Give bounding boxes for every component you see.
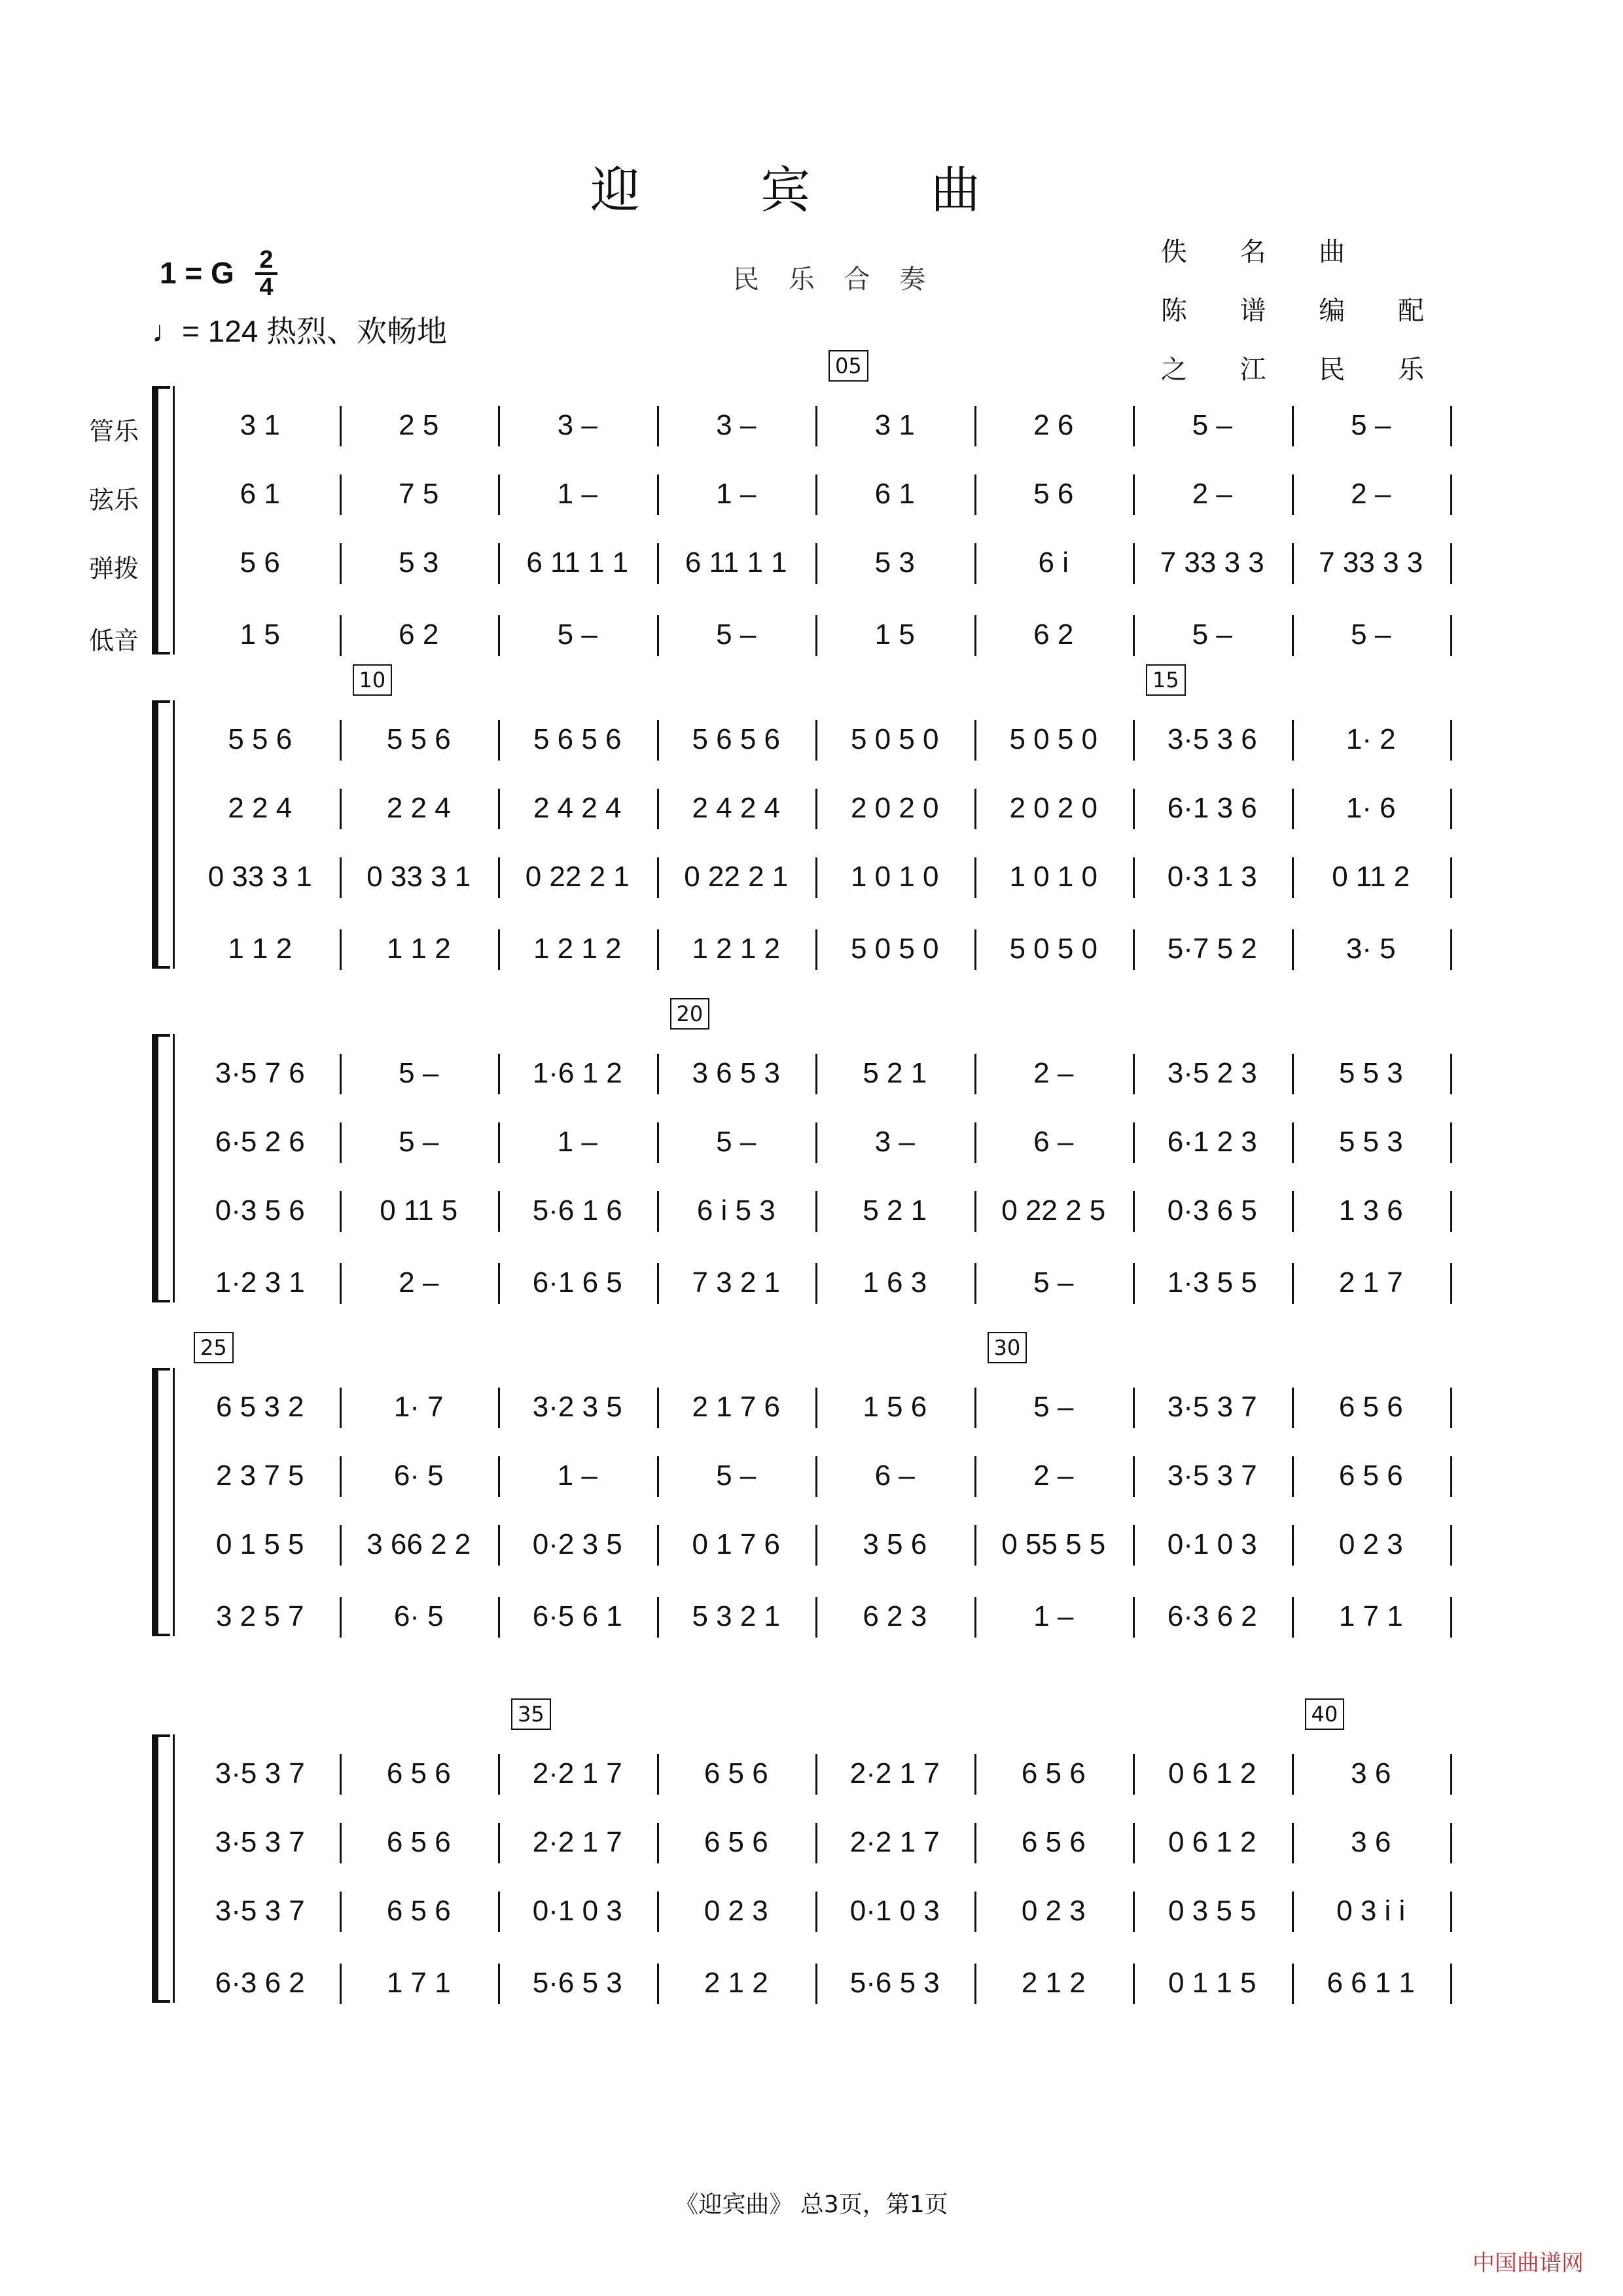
measure: 5 0 5 0 xyxy=(1009,723,1098,755)
barline xyxy=(1450,789,1452,829)
measure: 2 6 xyxy=(1033,409,1074,441)
staff-row xyxy=(181,1257,1470,1309)
measure: 0·1 0 3 xyxy=(849,1895,940,1927)
measure-number: 35 xyxy=(511,1698,551,1730)
measure: 2·2 1 7 xyxy=(849,1826,940,1858)
staff-row xyxy=(181,1885,1470,1937)
measure: 5 0 5 0 xyxy=(1009,933,1098,965)
measure: 3 2 5 7 xyxy=(215,1600,304,1632)
measure: 2 – xyxy=(1192,478,1232,510)
system-bracket xyxy=(152,1034,170,1302)
measure: 3 6 xyxy=(1351,1757,1391,1789)
measure: 1 6 3 xyxy=(863,1266,927,1299)
measure: 6 2 xyxy=(1033,619,1074,651)
barline xyxy=(1450,1597,1452,1638)
page-footer: 《迎宾曲》 总3页，第1页 xyxy=(675,2191,948,2218)
measure: 1 0 1 0 xyxy=(850,861,939,893)
measure: 6· 5 xyxy=(393,1460,444,1492)
measure: 6 – xyxy=(874,1460,915,1492)
measure: 1 – xyxy=(1033,1600,1074,1632)
barline xyxy=(1450,1964,1452,2004)
barline xyxy=(1450,1456,1452,1497)
measure: 3·5 3 7 xyxy=(215,1826,305,1858)
system-line xyxy=(173,1368,175,1636)
measure: 7 33 3 3 xyxy=(1319,547,1423,579)
measure: 1 5 xyxy=(240,619,280,651)
measure: 5 – xyxy=(1033,1391,1074,1423)
measure: 5·6 5 3 xyxy=(532,1967,622,1999)
measure: 0 1 5 5 xyxy=(215,1528,304,1560)
measure: 0 22 2 5 xyxy=(1001,1194,1106,1227)
measure: 2 1 7 6 xyxy=(692,1391,781,1423)
measure: 5 0 5 0 xyxy=(850,723,939,755)
measure: 5 6 5 6 xyxy=(533,723,622,755)
measure: 3·5 3 7 xyxy=(215,1895,305,1927)
measure: 5 – xyxy=(1351,409,1391,441)
measure: 2 0 2 0 xyxy=(850,792,939,824)
staff-row xyxy=(181,1450,1470,1502)
measure: 6 11 1 1 xyxy=(526,547,629,579)
measure: 0·1 0 3 xyxy=(532,1895,622,1927)
measure: 0·1 0 3 xyxy=(1167,1528,1257,1560)
measure: 5 6 5 6 xyxy=(692,723,781,755)
measure: 5 – xyxy=(1192,619,1232,651)
staff-row xyxy=(181,609,1470,661)
system-bracket xyxy=(152,1734,170,2003)
measure-number: 15 xyxy=(1146,664,1186,696)
measure: 5 3 2 1 xyxy=(692,1600,781,1632)
measure: 5 – xyxy=(399,1126,439,1158)
measure-number: 30 xyxy=(988,1332,1027,1363)
measure: 5 – xyxy=(716,619,757,651)
measure: 1·2 3 1 xyxy=(215,1266,305,1299)
measure: 6 – xyxy=(1033,1126,1074,1158)
measure: 1 – xyxy=(716,478,757,510)
measure: 2 2 4 xyxy=(228,792,293,824)
measure: 3 5 6 xyxy=(863,1528,927,1560)
barline xyxy=(1450,1892,1452,1932)
measure: 6 2 xyxy=(399,619,439,651)
measure: 5 – xyxy=(399,1057,439,1089)
barline xyxy=(1450,1823,1452,1863)
measure: 0 33 3 1 xyxy=(207,861,312,893)
score-system xyxy=(154,1335,1470,1636)
measure: 2 2 4 xyxy=(386,792,451,824)
measure: 5 – xyxy=(716,1126,757,1158)
measure: 1 2 1 2 xyxy=(692,933,781,965)
measure: 3·5 3 7 xyxy=(1167,1460,1257,1492)
measure: 1 2 1 2 xyxy=(533,933,622,965)
measure: 2 – xyxy=(1033,1460,1074,1492)
score-system xyxy=(154,1702,1470,2003)
measure: 0 22 2 1 xyxy=(684,861,789,893)
measure: 0·2 3 5 xyxy=(532,1528,622,1560)
measure: 6 1 xyxy=(874,478,915,510)
measure: 2 3 7 5 xyxy=(215,1460,304,1492)
measure: 1 7 1 xyxy=(1338,1600,1403,1632)
measure: 5 0 5 0 xyxy=(850,933,939,965)
credits xyxy=(1161,223,1446,399)
staff-row xyxy=(181,1116,1470,1168)
measure: 5·7 5 2 xyxy=(1167,933,1257,965)
score-system xyxy=(154,1001,1470,1302)
measure: 3·5 3 7 xyxy=(1167,1391,1257,1423)
measure: 0 2 3 xyxy=(1021,1895,1086,1927)
measure: 6 5 6 xyxy=(386,1895,451,1927)
measure: 1 7 1 xyxy=(386,1967,451,1999)
measure: 5 – xyxy=(1351,619,1391,651)
measure: 0 3 i i xyxy=(1336,1895,1406,1927)
measure: 0 6 1 2 xyxy=(1168,1826,1257,1858)
measure: 0 22 2 1 xyxy=(525,861,630,893)
measure: 5 5 6 xyxy=(228,723,293,755)
staff-row xyxy=(181,1816,1470,1869)
staff-row xyxy=(181,713,1470,766)
measure: 6 5 6 xyxy=(704,1826,768,1858)
measure: 2 – xyxy=(1033,1057,1074,1089)
measure: 6 11 1 1 xyxy=(685,547,787,579)
staff-row xyxy=(181,537,1470,589)
staff-row xyxy=(181,1381,1470,1433)
measure: 3·5 7 6 xyxy=(215,1057,305,1089)
measure: 0·3 1 3 xyxy=(1167,861,1257,893)
barline xyxy=(1450,1388,1452,1428)
measure: 6 5 6 xyxy=(1338,1460,1403,1492)
measure: 5 – xyxy=(1192,409,1232,441)
measure: 5 2 1 xyxy=(863,1057,927,1089)
barline xyxy=(1450,543,1452,584)
measure: 0 1 1 5 xyxy=(1168,1967,1257,1999)
measure: 3 – xyxy=(716,409,757,441)
measure-number: 40 xyxy=(1305,1698,1345,1730)
barline xyxy=(1450,929,1452,970)
measure: 1 3 6 xyxy=(1338,1194,1403,1227)
measure: 2 1 2 xyxy=(1021,1967,1086,1999)
system-bracket xyxy=(152,700,170,969)
measure: 5 5 6 xyxy=(386,723,451,755)
measure: 6· 5 xyxy=(393,1600,444,1632)
measure: 5 3 xyxy=(874,547,915,579)
measure: 2 1 2 xyxy=(704,1967,768,1999)
measure: 1 5 xyxy=(874,619,915,651)
measure: 5 – xyxy=(716,1460,757,1492)
measure-number: 25 xyxy=(194,1332,234,1363)
measure: 1· 7 xyxy=(393,1391,444,1423)
measure: 6·3 6 2 xyxy=(1167,1600,1257,1632)
measure: 3 1 xyxy=(874,409,915,441)
page-title: 迎 宾 曲 xyxy=(590,161,1033,219)
measure: 1 1 2 xyxy=(228,933,293,965)
measure: 0·3 5 6 xyxy=(215,1194,305,1227)
measure: 0 3 5 5 xyxy=(1168,1895,1257,1927)
measure: 5 3 xyxy=(399,547,439,579)
measure: 2 – xyxy=(399,1266,439,1299)
measure: 5·6 5 3 xyxy=(849,1967,940,1999)
part-label: 弦乐 xyxy=(89,486,139,514)
measure: 1 – xyxy=(557,1460,597,1492)
measure: 1 1 2 xyxy=(386,933,451,965)
measure: 6 5 6 xyxy=(704,1757,768,1789)
part-label: 管乐 xyxy=(89,417,139,446)
measure: 5 – xyxy=(1033,1266,1074,1299)
barline xyxy=(1450,720,1452,761)
system-bracket xyxy=(152,386,170,655)
measure: 2·2 1 7 xyxy=(849,1757,940,1789)
measure: 1 0 1 0 xyxy=(1009,861,1098,893)
measure: 6 2 3 xyxy=(863,1600,927,1632)
measure: 6·1 2 3 xyxy=(1167,1126,1257,1158)
measure: 7 5 xyxy=(399,478,439,510)
barline xyxy=(1450,475,1452,515)
measure: 6 5 6 xyxy=(1021,1757,1086,1789)
system-bracket xyxy=(152,1368,170,1636)
barline xyxy=(1450,615,1452,656)
measure: 6 5 6 xyxy=(1338,1391,1403,1423)
measure: 3 – xyxy=(557,409,597,441)
staff-row xyxy=(181,1047,1470,1100)
system-line xyxy=(173,700,175,969)
measure: 6 i xyxy=(1038,547,1069,579)
measure: 7 33 3 3 xyxy=(1160,547,1264,579)
measure: 1·3 5 5 xyxy=(1167,1266,1257,1299)
measure: 0 2 3 xyxy=(704,1895,768,1927)
measure: 2 5 xyxy=(399,409,439,441)
measure: 6 i 5 3 xyxy=(696,1194,776,1227)
measure: 2 1 7 xyxy=(1338,1266,1403,1299)
credit-line: 陈 谱 编 配 xyxy=(1160,296,1446,326)
staff-row xyxy=(181,923,1470,975)
part-label: 弹拨 xyxy=(89,554,139,583)
key-signature: 1 = G xyxy=(160,256,234,290)
measure: 6 5 3 2 xyxy=(215,1391,304,1423)
measure: 1·6 1 2 xyxy=(532,1057,622,1089)
credit-line: 之 江 民 乐 xyxy=(1160,355,1446,385)
measure: 5 – xyxy=(557,619,597,651)
measure: 5 5 3 xyxy=(1338,1126,1403,1158)
barline xyxy=(1450,1525,1452,1566)
measure: 3 – xyxy=(874,1126,915,1158)
measure-number: 10 xyxy=(353,664,393,696)
measure: 1 5 6 xyxy=(863,1391,927,1423)
staff-row xyxy=(181,851,1470,903)
system-line xyxy=(173,386,175,655)
system-line xyxy=(173,1734,175,2003)
measure: 3·5 3 7 xyxy=(215,1757,305,1789)
measure: 1· 6 xyxy=(1346,792,1396,824)
measure: 1· 2 xyxy=(1346,723,1396,755)
tempo-marking: ♩= 124 热烈、欢畅地 xyxy=(152,314,448,348)
measure: 3·5 2 3 xyxy=(1167,1057,1257,1089)
barline xyxy=(1450,1754,1452,1795)
measure: 6 5 6 xyxy=(386,1826,451,1858)
system-line xyxy=(173,1034,175,1302)
measure: 2 4 2 4 xyxy=(533,792,622,824)
measure: 3 66 2 2 xyxy=(366,1528,471,1560)
barline xyxy=(1450,1122,1452,1163)
measure: 2 – xyxy=(1351,478,1391,510)
measure: 6·5 2 6 xyxy=(215,1126,305,1158)
measure: 0·3 6 5 xyxy=(1167,1194,1257,1227)
measure: 0 11 5 xyxy=(380,1194,458,1227)
measure: 5·6 1 6 xyxy=(532,1194,622,1227)
measure: 2·2 1 7 xyxy=(532,1757,622,1789)
measure: 3 6 xyxy=(1351,1826,1391,1858)
measure: 6 5 6 xyxy=(386,1757,451,1789)
measure: 5 2 1 xyxy=(863,1194,927,1227)
time-numerator: 2 xyxy=(259,246,274,274)
staff-row xyxy=(181,468,1470,520)
measure: 5 5 3 xyxy=(1338,1057,1403,1089)
measure: 6 6 1 1 xyxy=(1327,1967,1416,1999)
barline xyxy=(1450,1191,1452,1232)
measure: 3· 5 xyxy=(1346,933,1396,965)
measure: 0 2 3 xyxy=(1338,1528,1403,1560)
staff-row xyxy=(181,1590,1470,1643)
barline xyxy=(1450,1054,1452,1094)
measure: 5 6 xyxy=(240,547,280,579)
staff-row xyxy=(181,782,1470,834)
measure: 6 1 xyxy=(240,478,280,510)
measure: 0 55 5 5 xyxy=(1001,1528,1106,1560)
measure: 6 5 6 xyxy=(1021,1826,1086,1858)
measure: 3 1 xyxy=(240,409,280,441)
measure: 6·3 6 2 xyxy=(215,1967,305,1999)
measure: 6·1 6 5 xyxy=(532,1266,622,1299)
credit-line: 佚 名 曲 xyxy=(1160,237,1368,267)
staff-row xyxy=(181,399,1470,452)
measure: 0 6 1 2 xyxy=(1168,1757,1257,1789)
measure: 0 1 7 6 xyxy=(692,1528,781,1560)
barline xyxy=(1450,406,1452,446)
measure: 7 3 2 1 xyxy=(692,1266,781,1299)
measure: 1 – xyxy=(557,1126,597,1158)
measure: 3 6 5 3 xyxy=(692,1057,781,1089)
staff-row xyxy=(181,1185,1470,1237)
barline xyxy=(1450,857,1452,898)
measure: 1 – xyxy=(557,478,597,510)
measure-number: 05 xyxy=(829,350,868,382)
staff-row xyxy=(181,1957,1470,2009)
time-denominator: 4 xyxy=(259,274,274,301)
subtitle: 民 乐 合 奏 xyxy=(733,264,936,295)
site-logo: 中国曲谱网 xyxy=(1472,2250,1584,2276)
time-signature xyxy=(255,247,277,300)
measure: 0 33 3 1 xyxy=(366,861,471,893)
measure: 3·5 3 6 xyxy=(1167,723,1257,755)
measure: 2 0 2 0 xyxy=(1009,792,1098,824)
staff-row xyxy=(181,1748,1470,1800)
measure: 2·2 1 7 xyxy=(532,1826,622,1858)
score-system xyxy=(154,668,1470,969)
measure: 6·1 3 6 xyxy=(1167,792,1257,824)
barline xyxy=(1450,1263,1452,1304)
measure: 0 11 2 xyxy=(1332,861,1410,893)
measure-number: 20 xyxy=(670,998,710,1030)
measure: 3·2 3 5 xyxy=(532,1391,622,1423)
measure: 6·5 6 1 xyxy=(532,1600,622,1632)
measure: 5 6 xyxy=(1033,478,1074,510)
measure: 2 4 2 4 xyxy=(692,792,781,824)
staff-row xyxy=(181,1518,1470,1571)
part-label: 低音 xyxy=(89,626,139,655)
